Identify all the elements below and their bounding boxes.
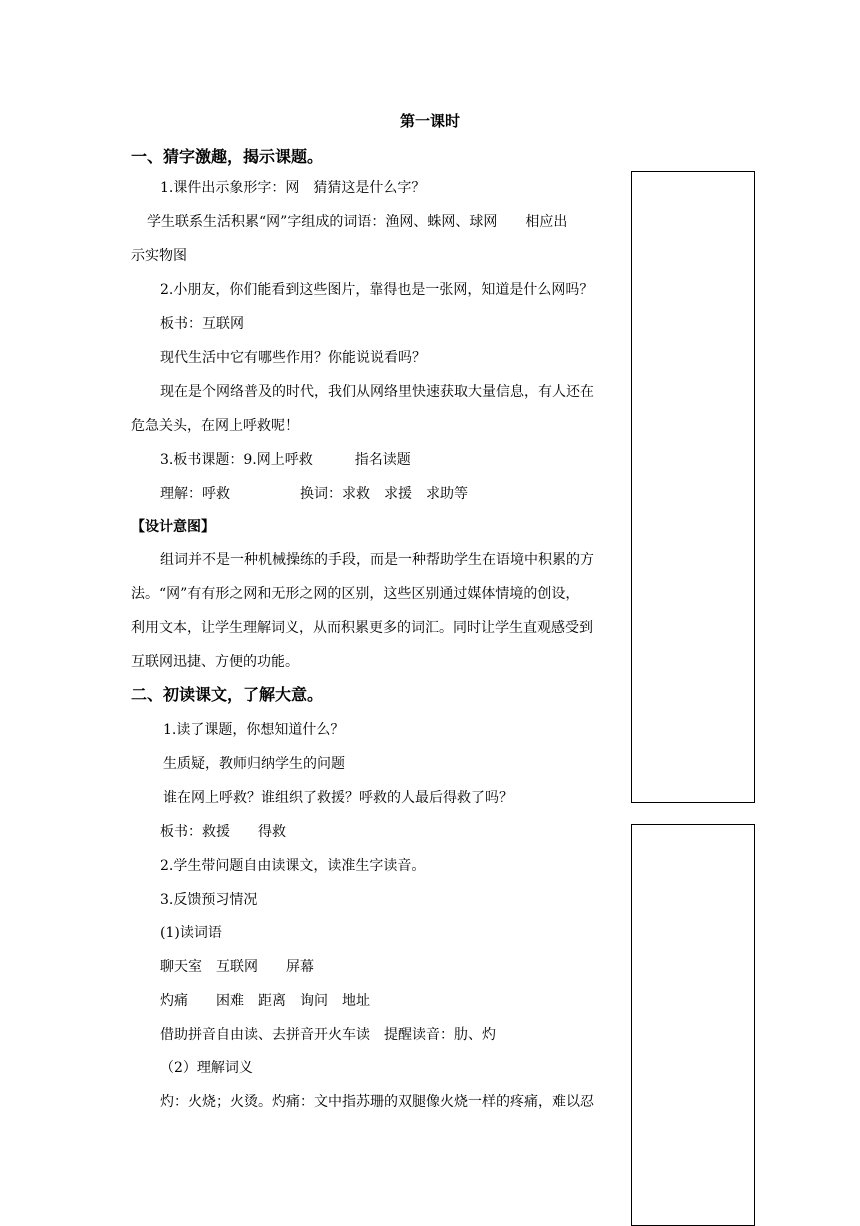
section-heading-1: 一、猜字激趣，揭示课题。 [131, 147, 324, 166]
text-line: 组词并不是一种机械操练的手段，而是一种帮助学生在语境中积累的方 [160, 552, 594, 568]
text-line: 危急关头，在网上呼救呢！ [131, 418, 299, 434]
text-line: 灼痛 困难 距离 询问 地址 [160, 993, 370, 1009]
text-line: 谁在网上呼救？谁组织了救援？呼救的人最后得救了吗？ [163, 790, 513, 806]
page-title: 第一课时 [399, 112, 460, 130]
text-line: 2.学生带问题自由读课文，读准生字读音。 [160, 858, 426, 874]
margin-note-box-bottom [631, 824, 755, 1226]
text-line: 1.课件出示象形字：网 猜猜这是什么字？ [160, 180, 426, 196]
text-line: 学生联系生活积累“网”字组成的词语：渔网、蛛网、球网 相应出 [147, 214, 568, 230]
text-line: 互联网迅捷、方便的功能。 [131, 654, 299, 670]
text-line: （2）理解词义 [160, 1060, 253, 1076]
text-line: (1)读词语 [160, 925, 222, 941]
text-line: 理解：呼救 换词：求救 求援 求助等 [160, 486, 468, 502]
margin-note-box-top [631, 171, 755, 803]
text-line: 2.小朋友，你们能看到这些图片，靠得也是一张网，知道是什么网吗？ [160, 282, 594, 298]
text-line: 利用文本，让学生理解词义，从而积累更多的词汇。同时让学生直观感受到 [131, 620, 593, 636]
text-line: 现在是个网络普及的时代，我们从网络里快速获取大量信息，有人还在 [160, 384, 594, 400]
text-line: 聊天室 互联网 屏幕 [160, 959, 314, 975]
text-line: 1.读了课题，你想知道什么？ [163, 722, 345, 738]
text-line: 3.反馈预习情况 [160, 892, 258, 908]
text-line: 板书：互联网 [160, 316, 244, 332]
design-intent-tag: 【设计意图】 [131, 519, 215, 535]
text-line: 示实物图 [131, 248, 187, 264]
text-line: 借助拼音自由读、去拼音开火车读 提醒读音：肋、灼 [160, 1027, 496, 1043]
text-line: 灼：火烧；火烫。灼痛：文中指苏珊的双腿像火烧一样的疼痛，难以忍 [160, 1094, 594, 1110]
text-line: 生质疑，教师归纳学生的问题 [163, 756, 345, 772]
text-line: 3.板书课题：9.网上呼救 指名读题 [160, 452, 411, 468]
text-line: 现代生活中它有哪些作用？你能说说看吗？ [160, 350, 426, 366]
section-heading-2: 二、初读课文，了解大意。 [131, 685, 324, 704]
text-line: 板书：救援 得救 [160, 824, 286, 840]
text-line: 法。“网”有有形之网和无形之网的区别，这些区别通过媒体情境的创设， [131, 586, 580, 602]
